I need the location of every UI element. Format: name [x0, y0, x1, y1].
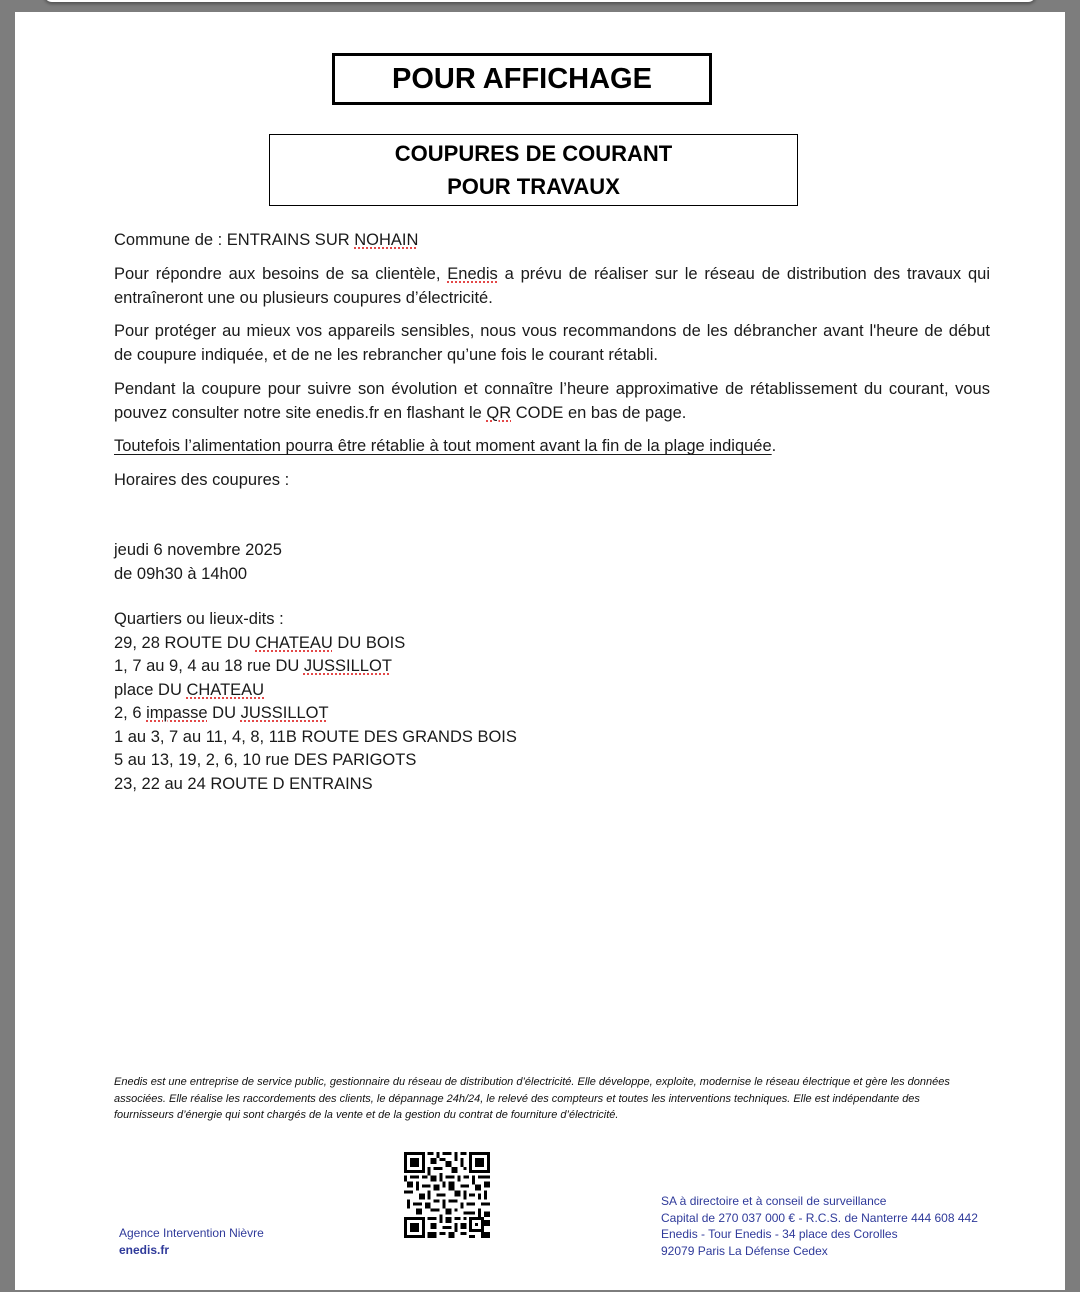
paragraph-restoration [114, 435, 990, 459]
qr-code-icon [404, 1152, 490, 1238]
location-text: JUSSILLOT [303, 657, 392, 675]
location-item [114, 632, 990, 656]
agency-name: Agence Intervention Nièvre [119, 1226, 264, 1240]
previous-page-edge [44, 0, 1036, 2]
location-text: CHATEAU [255, 633, 333, 652]
company-info [661, 1193, 978, 1259]
schedule-heading: Horaires des coupures : [114, 471, 290, 489]
commune-label: Commune de : ENTRAINS SUR [114, 231, 355, 249]
paragraph-tracking-part1: Pendant la coupure pour suivre son évolution et connaître l’heure approximative de rétablissement du courant, vous pouvez consulter notre site enedis.fr en flashant le [114, 380, 990, 422]
company-line: 92079 Paris La Défense Cedex [661, 1243, 828, 1258]
subtitle-line-1: COUPURES DE COURANT [394, 141, 673, 166]
schedule-date: jeudi 6 novembre 2025 [114, 541, 282, 559]
agency-website-link[interactable]: enedis.fr [119, 1242, 170, 1257]
location-item: 5 au 13, 19, 2, 6, 10 rue DES PARIGOTS [114, 751, 417, 769]
location-item: 23, 22 au 24 ROUTE D ENTRAINS [114, 774, 373, 793]
location-text: 1, 7 au 9, 4 au 18 rue DU [114, 657, 304, 675]
subtitle-line-2: POUR TRAVAUX [447, 174, 620, 199]
paragraph-intro-part2: a prévu de réaliser sur le réseau de distribution des travaux qui entraîneront une ou plusieurs coupures d’électricité. [114, 265, 990, 307]
locations-title: Quartiers ou lieux-dits : [114, 610, 284, 628]
location-item [114, 655, 990, 679]
location-text: DU BOIS [332, 633, 406, 652]
page-title: POUR AFFICHAGE [332, 53, 712, 105]
document-subtitle [269, 134, 798, 206]
commune-line [114, 229, 990, 253]
restoration-notice: Toutefois l’alimentation pourra être rétablie à tout moment avant la fin de la plage indiquée [114, 437, 772, 455]
location-text: 2, 6 [114, 704, 147, 722]
location-text: impasse [146, 704, 208, 722]
location-item [114, 702, 990, 726]
schedule-block [114, 539, 990, 586]
agency-info [119, 1225, 264, 1258]
location-text: place DU [114, 680, 187, 699]
location-text: 29, 28 ROUTE DU [114, 633, 256, 652]
company-line: Enedis - Tour Enedis - 34 place des Corolles [661, 1227, 898, 1241]
schedule-time: de 09h30 à 14h00 [114, 564, 248, 583]
location-text: JUSSILLOT [240, 704, 329, 722]
legal-notice: Enedis est une entreprise de service public, gestionnaire du réseau de distribution d’électricité. Elle développe, exploite, modernise le réseau électrique et gère les données associées. Elle réalise les raccordements des clients, le dépannage 24h/24, le relevé des compteurs et toutes les interventions techniques. Elle est indépendante des fournisseurs d’énergie qui sont chargés de la vente et de la gestion du contrat de fourniture d’électricité. [114, 1076, 950, 1121]
paragraph-tracking [114, 378, 990, 425]
enedis-word: Enedis [447, 265, 498, 283]
paragraph-protection: Pour protéger au mieux vos appareils sensibles, nous vous recommandons de les débrancher avant l'heure de début de coupure indiquée, et de ne les rebrancher qu’une fois le courant rétabli. [114, 322, 990, 364]
location-text: CHATEAU [186, 680, 265, 699]
commune-name: NOHAIN [354, 231, 419, 249]
company-line: SA à directoire et à conseil de surveillance [661, 1194, 887, 1208]
paragraph-intro-part1: Pour répondre aux besoins de sa clientèle, [114, 265, 448, 283]
paragraph-intro [114, 263, 990, 310]
location-item: 1 au 3, 7 au 11, 4, 8, 11B ROUTE DES GRANDS BOIS [114, 727, 517, 746]
restoration-notice-end: . [771, 437, 777, 455]
location-text: DU [207, 704, 241, 722]
location-item [114, 679, 990, 703]
paragraph-tracking-part2: CODE en bas de page. [511, 403, 687, 422]
company-line: Capital de 270 037 000 € - R.C.S. de Nanterre 444 608 442 [661, 1210, 978, 1225]
qr-word: QR [486, 403, 512, 422]
document-page [15, 12, 1065, 1290]
locations-block [114, 608, 990, 796]
